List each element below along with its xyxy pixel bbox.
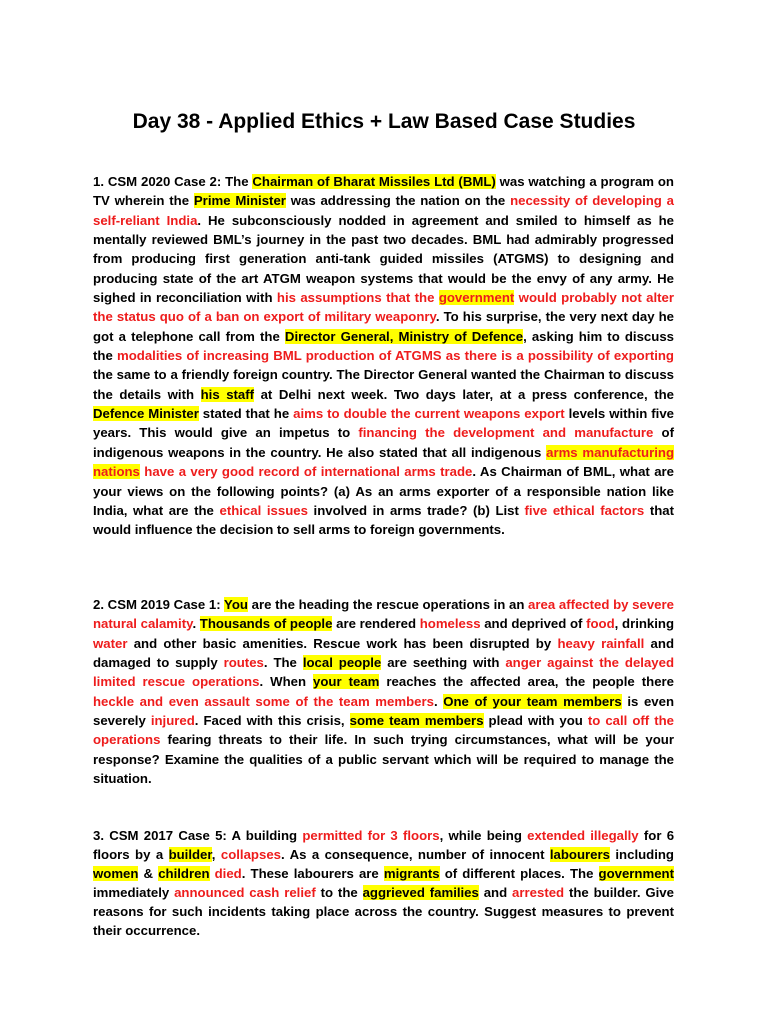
text-segment: government: [598, 866, 674, 881]
text-segment: your team: [313, 674, 380, 690]
text-segment: water: [93, 635, 128, 651]
text-segment: the same to a friendly foreign country. The Director General wanted the Chairman to discuss the details with: [93, 367, 674, 402]
text-segment: . To his surprise, the very next day he got a telephone call from the: [93, 309, 674, 344]
text-segment: aims to double the current weapons export: [293, 406, 565, 422]
text-segment: financing the development and manufacture: [358, 425, 654, 441]
text-segment: , while being: [439, 828, 528, 843]
text-segment: One of your team members: [443, 693, 622, 709]
text-segment: ethical issues: [219, 502, 308, 518]
text-segment: was addressing the nation on the: [285, 193, 511, 209]
text-segment: .: [192, 616, 200, 632]
text-segment: necessity of developing a self-reliant India: [93, 193, 674, 228]
text-segment: labourers: [549, 847, 610, 862]
text-segment: arms manufacturing nations: [93, 444, 674, 480]
text-segment: You: [224, 597, 248, 612]
text-segment: and other basic amenities. Rescue work has been disrupted by: [127, 635, 558, 651]
text-segment: are seething with: [381, 655, 506, 671]
case-study-3: [93, 826, 674, 940]
text-segment: died: [214, 866, 242, 881]
text-segment: and: [478, 885, 513, 900]
text-segment: routes: [223, 655, 264, 671]
text-segment: extended illegally: [527, 828, 639, 843]
text-segment: anger against the delayed limited rescue operations: [93, 655, 675, 690]
text-segment: and deprived of: [480, 616, 587, 632]
text-segment: of different places. The: [439, 866, 599, 881]
text-segment: immediately: [93, 885, 175, 900]
text-segment: heckle and even assault some of the team members: [93, 693, 434, 709]
text-segment: at Delhi next week. Two days later, at a press conference, the: [254, 386, 674, 402]
text-segment: some team members: [349, 713, 484, 729]
text-segment: local people: [302, 655, 382, 671]
text-segment: women: [93, 866, 139, 881]
text-segment: . These labourers are: [241, 866, 384, 881]
text-segment: are rendered: [332, 616, 420, 632]
text-segment: 3. CSM 2017 Case 5: A building: [93, 828, 303, 843]
text-segment: is even severely: [93, 693, 674, 729]
text-segment: levels within five years. This would give an impetus to: [93, 406, 674, 441]
text-segment: the builder. Give reasons for such incidents taking place across the country. Suggest measures to prevent their occurrence.: [93, 885, 674, 938]
text-segment: to the: [315, 885, 363, 900]
text-segment: , asking him to discuss the: [93, 328, 674, 364]
text-segment: homeless: [419, 616, 481, 632]
text-segment: migrants: [383, 866, 440, 881]
text-segment: to call off the operations: [93, 713, 674, 748]
text-segment: involved in arms trade? (b) List: [307, 502, 525, 518]
text-segment: five ethical factors: [524, 502, 645, 518]
text-segment: reaches the affected area, the people there: [379, 674, 674, 690]
text-segment: permitted for 3 floors: [302, 828, 440, 843]
text-segment: injured: [150, 713, 195, 729]
text-segment: for 6 floors by a: [93, 828, 675, 862]
text-segment: heavy rainfall: [557, 635, 645, 651]
text-segment: . He subconsciously nodded in agreement and smiled to himself as he mentally reviewed BML’s journey in the past two decades. BML had admirably progressed from producing first generation anti-tank guided missiles (ATGMS) to designing and producing state of the art ATGM weapon systems that would be the envy of any army. He sighed in reconciliation with: [93, 212, 674, 306]
text-segment: collapses: [220, 847, 281, 862]
text-segment: announced cash relief: [174, 885, 316, 900]
text-segment: was watching a program on TV wherein the: [93, 174, 674, 209]
text-segment: Defence Minister: [93, 406, 199, 422]
text-segment: Director General, Ministry of Defence: [284, 328, 524, 344]
page-title: Day 38 - Applied Ethics + Law Based Case Studies: [132, 110, 636, 133]
text-segment: Prime Minister: [193, 193, 286, 209]
text-segment: area affected by severe natural calamity: [93, 597, 674, 632]
text-segment: , drinking: [614, 616, 675, 632]
text-segment: aggrieved families: [362, 885, 479, 900]
text-segment: . As Chairman of BML, what are your views on the following points? (a) As an arms exporter of a responsible nation like India, what are the: [93, 464, 674, 518]
text-segment: 1. CSM 2020 Case 2: The: [93, 174, 253, 189]
text-segment: arrested: [512, 885, 565, 900]
text-segment: and damaged to supply: [93, 635, 675, 671]
text-segment: &: [138, 866, 159, 881]
text-segment: of indigenous weapons in the country. He also stated that all indigenous: [93, 425, 674, 460]
case-study-2: [93, 595, 674, 788]
text-segment: . The: [263, 655, 303, 671]
text-segment: stated that he: [198, 406, 294, 422]
text-segment: . As a consequence, number of innocent: [281, 847, 550, 862]
text-segment: plead with you: [483, 713, 588, 729]
text-segment: modalities of increasing BML production of ATGMS as there is a possibility of exporting: [116, 348, 674, 364]
text-segment: Chairman of Bharat Missiles Ltd (BML): [252, 174, 496, 189]
text-segment: . Faced with this crisis,: [194, 713, 350, 729]
text-segment: ,: [211, 847, 221, 862]
text-segment: .: [433, 693, 444, 709]
case-study-1: [93, 172, 674, 540]
text-segment: food: [586, 616, 615, 632]
text-segment: builder: [168, 847, 212, 862]
text-segment: his staff: [200, 386, 255, 402]
text-segment: including: [609, 847, 674, 862]
text-segment: children: [158, 866, 210, 881]
text-segment: would probably not alter the status quo of a ban on export of military weaponry: [93, 290, 674, 325]
text-segment: . When: [259, 674, 314, 690]
text-segment: his assumptions that the: [276, 290, 439, 306]
text-segment: are the heading the rescue operations in an: [247, 597, 529, 612]
text-segment: 2. CSM 2019 Case 1:: [93, 597, 225, 612]
text-segment: fearing threats to their life. In such trying circumstances, what will be your response? Examine the qualities of a public servant which will be required to manage the situation.: [93, 732, 674, 787]
text-segment: that would influence the decision to sell arms to foreign governments.: [93, 502, 674, 538]
text-segment: government: [438, 290, 515, 306]
text-segment: Thousands of people: [199, 616, 333, 632]
text-segment: have a very good record of international arms trade: [139, 464, 473, 480]
